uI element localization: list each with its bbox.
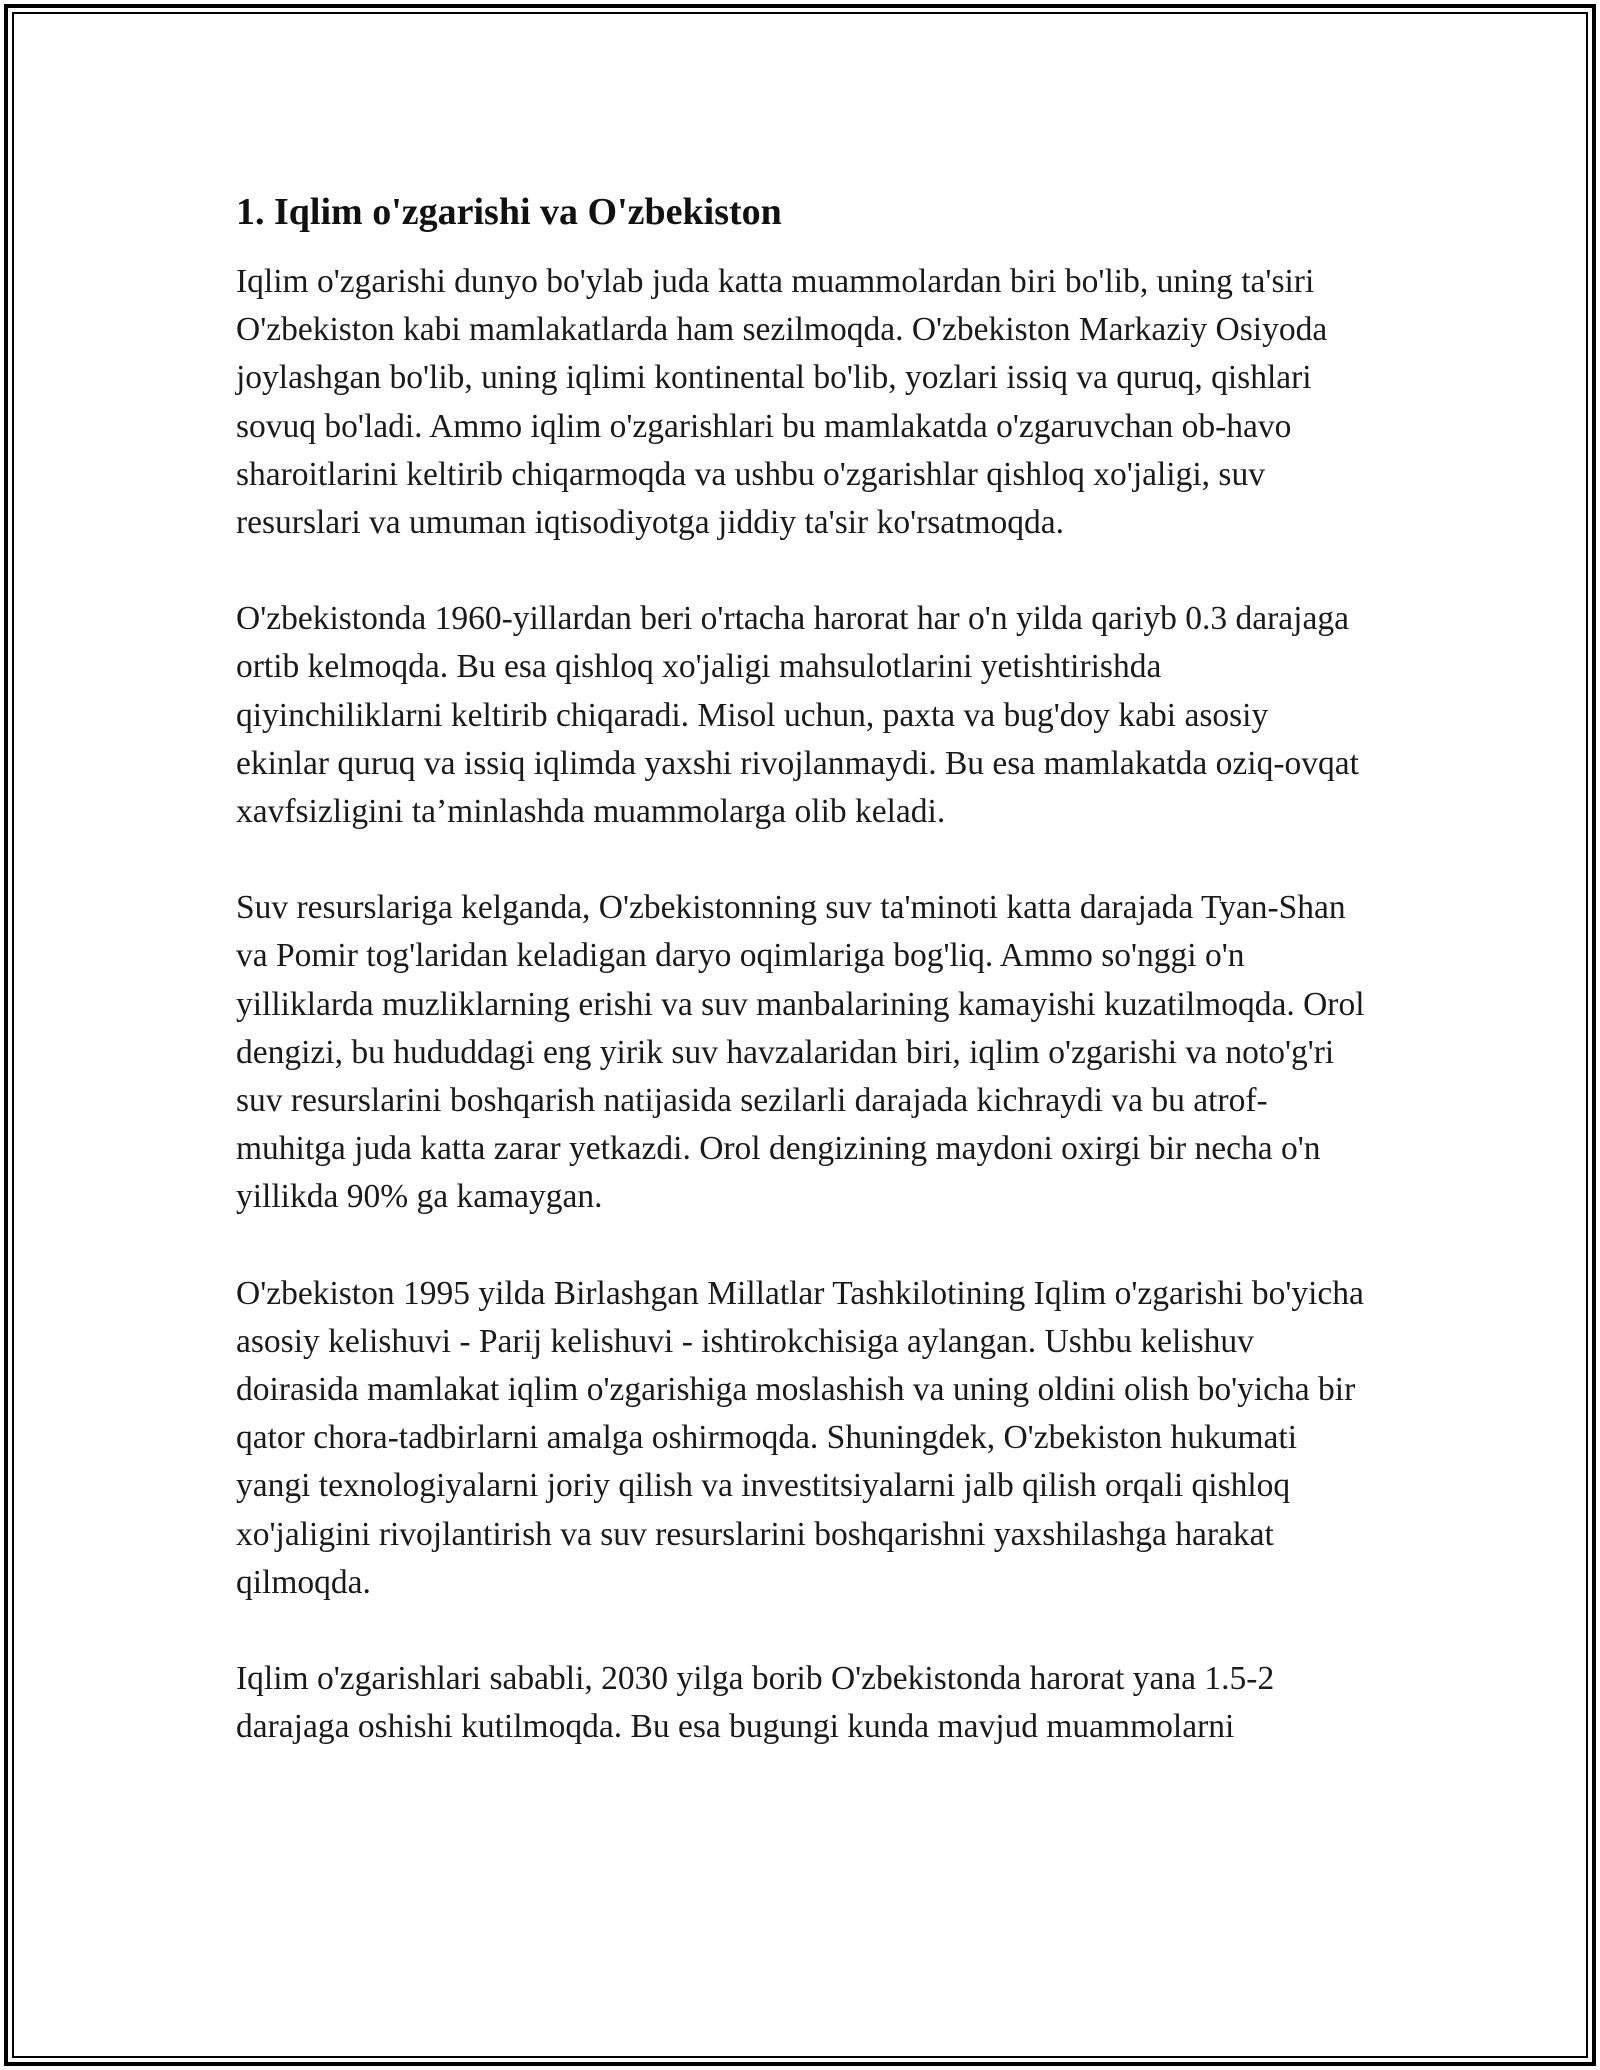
paragraph-climate-intro: Iqlim o'zgarishi dunyo bo'ylab juda katta muammolardan biri bo'lib, uning ta'siri O'zbekiston kabi mamlakatlarda ham sezilmoqda. O'zbekiston Markaziy Osiyoda joylashgan bo'lib, uning iqlimi kontinental bo'lib, yozlari issiq va quruq, qishlari sovuq bo'ladi. Ammo iqlim o'zgarishlari bu mamlakatda o'zgaruvchan ob-havo sharoitlarini keltirib chiqarmoqda va ushbu o'zgarishlar qishloq xo'jaligi, suv resurslari va umuman iqtisodiyotga jiddiy ta'sir ko'rsatmoqda. [236, 263, 1328, 542]
paragraph-paris-agreement: O'zbekiston 1995 yilda Birlashgan Millatlar Tashkilotining Iqlim o'zgarishi bo'yicha asosiy kelishuvi - Parij kelishuvi - ishtirokchisiga aylangan. Ushbu kelishuv doirasida mamlakat iqlim o'zgarishiga moslashish va uning oldini olish bo'yicha bir qator chora-tadbirlarni amalga oshirmoqda. Shuningdek, O'zbekiston hukumati yangi texnologiyalarni joriy qilish va investitsiyalarni jalb qilish orqali qishloq xo'jaligini rivojlantirish va suv resurslarini boshqarishni yaxshilashga harakat qilmoqda. [236, 1274, 1364, 1601]
paragraph-water-resources: Suv resurslariga kelganda, O'zbekistonning suv ta'minoti katta darajada Tyan-Shan va Pomir tog'laridan keladigan daryo oqimlariga bog'liq. Ammo so'nggi o'n yilliklarda muzliklarning erishi va suv manbalarining kamayishi kuzatilmoqda. Orol dengizi, bu hududdagi eng yirik suv havzalaridan biri, iqlim o'zgarishi va noto'g'ri suv resurslarini boshqarish natijasida sezilarli darajada kichraydi va bu atrof-muhitga juda katta zarar yetkazdi. Orol dengizining maydoni oxirgi bir necha o'n yillikda 90% ga kamaygan. [236, 889, 1365, 1216]
paragraph-temperature: O'zbekistonda 1960-yillardan beri o'rtacha harorat har o'n yilda qariyb 0.3 darajaga ortib kelmoqda. Bu esa qishloq xo'jaligi mahsulotlarini yetishtirishda qiyinchiliklarni keltirib chiqaradi. Misol uchun, paxta va bug'doy kabi asosiy ekinlar quruq va issiq iqlimda yaxshi rivojlanmaydi. Bu esa mamlakatda oziq-ovqat xavfsizligini ta’minlashda muammolarga olib keladi. [236, 600, 1359, 831]
paragraph-forecast: Iqlim o'zgarishlari sababli, 2030 yilga borib O'zbekistonda harorat yana 1.5-2 darajaga oshishi kutilmoqda. Bu esa bugungi kunda mavjud muammolarni [236, 1660, 1275, 1746]
document-body [236, 186, 1366, 1799]
section-heading: 1. Iqlim o'zgarishi va O'zbekiston [236, 191, 782, 233]
